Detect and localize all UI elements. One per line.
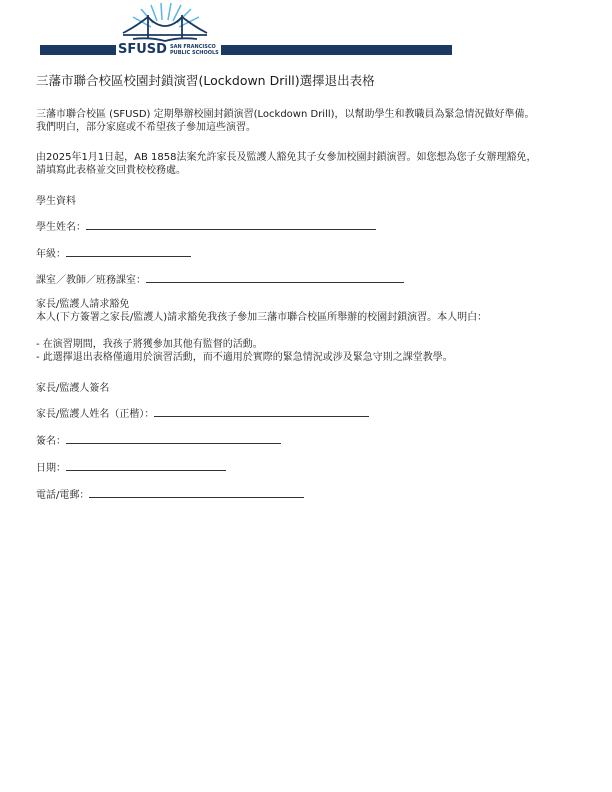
student-name-label: 學生姓名： [36,222,86,233]
intro-paragraph-2 [36,151,537,177]
intro-line: 我們明白，部分家庭或不希望孩子參加這些演習。 [36,122,256,133]
grade-line[interactable] [66,246,191,257]
classroom-field[interactable] [36,271,404,286]
guardian-name-field[interactable] [36,405,369,420]
grade-field[interactable] [36,245,191,260]
logo-subtitle-line1: SAN FRANCISCO [170,44,216,50]
student-name-field[interactable] [36,218,376,233]
date-label: 日期： [36,463,66,474]
date-field[interactable] [36,459,226,474]
header-bar-left [40,45,116,55]
header-bar-right [221,45,452,55]
student-name-line[interactable] [86,219,376,230]
request-bullet: - 此選擇退出表格僅適用於演習活動，而不適用於實際的緊急情況或涉及緊急守則之課堂教學。 [36,352,453,363]
classroom-label: 課室／教師／班務課室： [36,275,146,286]
intro-line: 由2025年1月1日起，AB 1858法案允許家長及監護人豁免其子女參加校園封鎖演習。如您想為您子女辦理豁免， [36,152,537,163]
request-text: 本人(下方簽署之家長/監護人)請求豁免我孩子參加三藩市聯合校區所舉辦的校園封鎖演習。本人明白： [36,312,488,323]
bridge-sunburst-icon [115,3,215,45]
contact-field[interactable] [36,486,304,501]
intro-line: 請填寫此表格並交回貴校校務處。 [36,165,186,176]
request-section [36,298,487,324]
contact-label: 電話/電郵： [36,490,90,501]
request-bullets [36,338,453,364]
date-line[interactable] [66,460,226,471]
logo-subtitle [170,44,219,56]
contact-line[interactable] [89,487,304,498]
logo-subtitle-line2: PUBLIC SCHOOLS [170,50,219,56]
intro-paragraph-1 [36,108,535,134]
guardian-name-line[interactable] [154,406,369,417]
logo-text: SFUSD [118,42,167,57]
classroom-line[interactable] [146,272,404,283]
request-bullet: - 在演習期間，我孩子將獲參加其他有監督的活動。 [36,339,263,350]
student-heading: 學生資料 [36,196,76,207]
grade-label: 年級： [36,249,66,260]
signature-field[interactable] [36,432,281,447]
signature-label: 簽名： [36,436,66,447]
signature-line[interactable] [66,433,281,444]
request-heading: 家長/監護人請求豁免 [36,299,130,310]
guardian-name-label: 家長/監護人姓名（正楷）： [36,409,155,420]
page-title: 三藩市聯合校區校園封鎖演習(Lockdown Drill)選擇退出表格 [36,73,375,88]
signature-heading: 家長/監護人簽名 [36,383,110,394]
intro-line: 三藩市聯合校區 (SFUSD) 定期舉辦校園封鎖演習(Lockdown Drill)，以幫助學生和教職員為緊急情況做好準備。 [36,109,535,120]
